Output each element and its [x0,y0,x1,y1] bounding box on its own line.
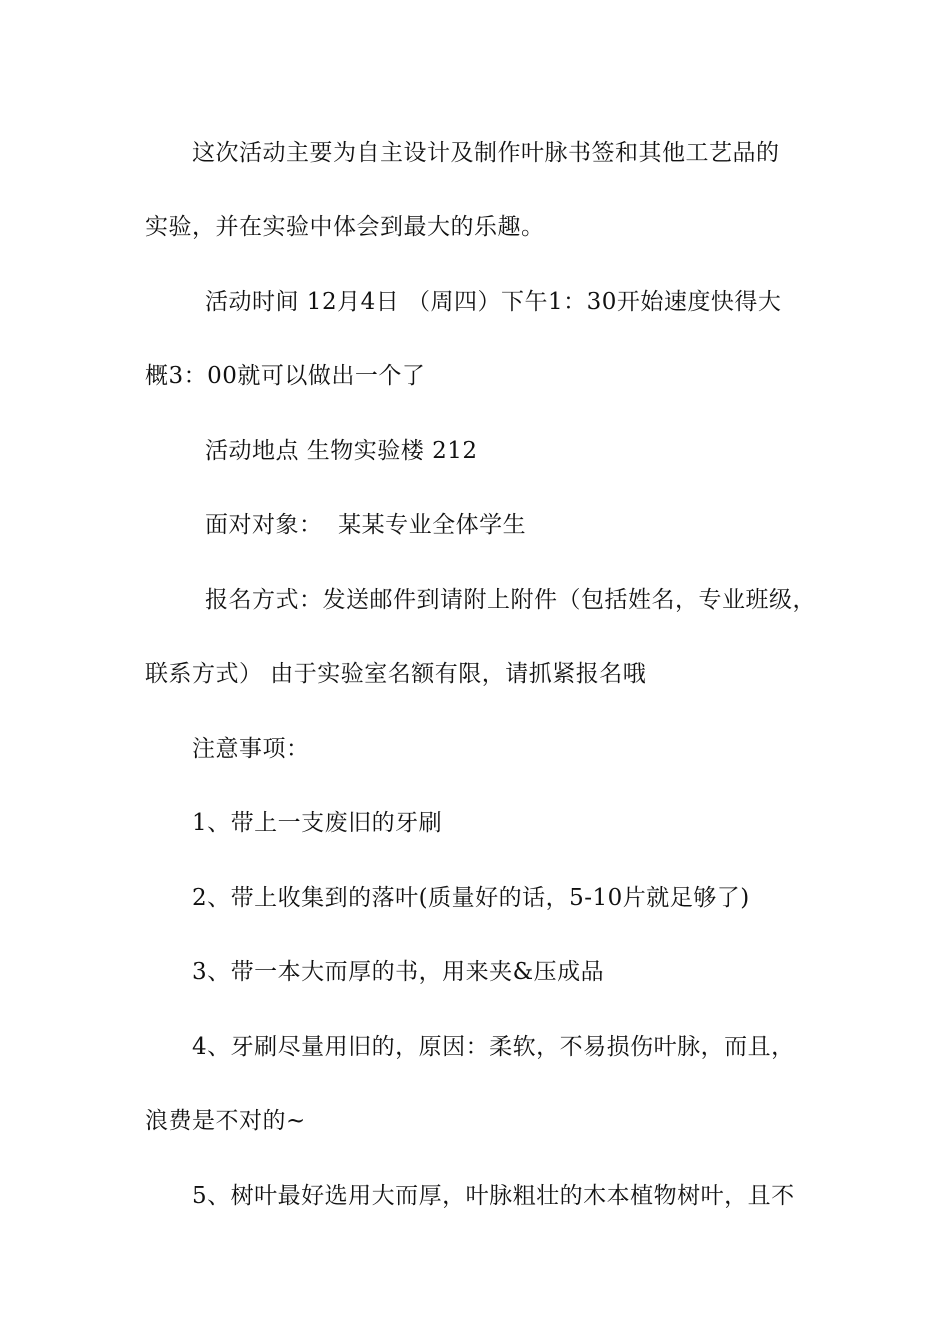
activity-time-line-2: 概3：00就可以做出一个了 [145,363,426,389]
registration-line-1: 报名方式：发送邮件到请附上附件（包括姓名，专业班级， [205,587,816,613]
intro-line-1: 这次活动主要为自主设计及制作叶脉书签和其他工艺品的 [192,140,780,166]
note-item-4-line-1: 4、牙刷尽量用旧的，原因：柔软，不易损伤叶脉，而且， [192,1034,795,1060]
note-item-1: 1、带上一支废旧的牙刷 [192,810,443,836]
note-item-4-line-2: 浪费是不对的~ [145,1108,306,1134]
target-audience: 面对对象： 某某专业全体学生 [205,512,527,538]
note-item-2: 2、带上收集到的落叶(质量好的话，5-10片就足够了) [192,885,750,911]
activity-location: 活动地点 生物实验楼 212 [205,438,478,464]
note-item-5: 5、树叶最好选用大而厚，叶脉粗壮的木本植物树叶，且不 [192,1183,795,1209]
intro-line-2: 实验，并在实验中体会到最大的乐趣。 [145,214,545,240]
notes-heading: 注意事项： [192,736,310,762]
activity-time-line-1: 活动时间 12月4日 （周四）下午1：30开始速度快得大 [205,289,782,315]
registration-line-2: 联系方式） 由于实验室名额有限，请抓紧报名哦 [145,661,647,687]
note-item-3: 3、带一本大而厚的书，用来夹&压成品 [192,959,605,985]
